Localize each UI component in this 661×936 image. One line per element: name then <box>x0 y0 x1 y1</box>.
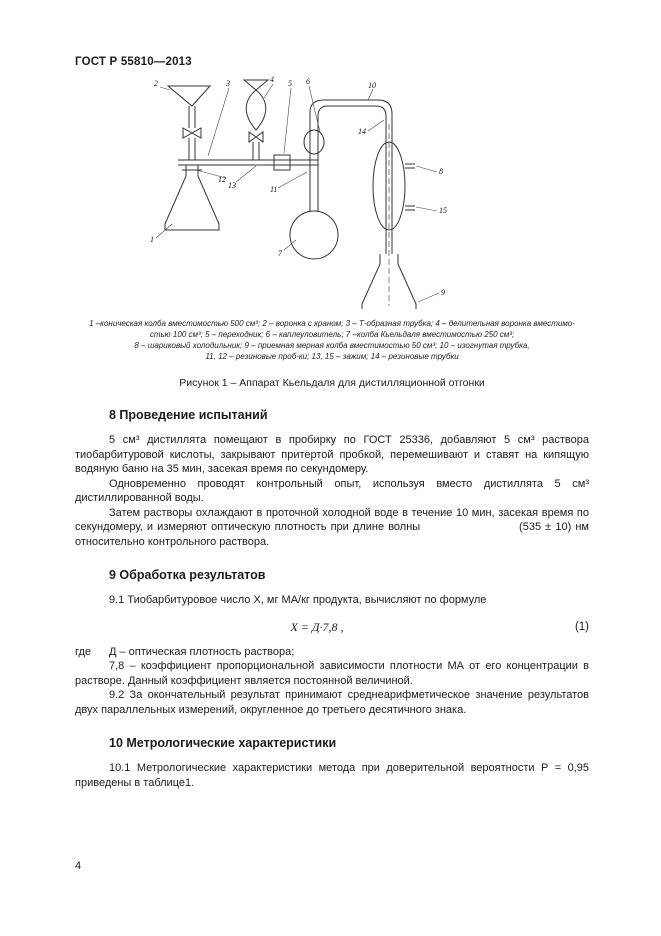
section-8-paragraph-1: 5 см³ дистиллята помещают в пробирку по ГОСТ 25336, добавляют 5 см³ раствора тиобарбитуровой кислоты, закрывают притертой пробкой, перемешивают и ставят на кипящую водяную баню на 35 мин, засекая время по секундомеру. <box>75 434 589 475</box>
formula-number: (1) <box>574 621 589 633</box>
part-label-11: 11 <box>270 185 278 194</box>
part-label-4: 4 <box>270 75 274 84</box>
part-label-6: 6 <box>306 77 310 86</box>
doc-header: ГОСТ Р 55810—2013 <box>75 56 192 68</box>
part-label-14: 14 <box>358 127 366 136</box>
figure-title: Рисунок 1 – Аппарат Кьельдаля для дистилляционной отгонки <box>179 377 485 389</box>
section-9-paragraph-1: 9.1 Тиобарбитуровое число Х, мг МА/кг продукта, вычисляют по формуле <box>109 594 487 606</box>
part-label-8: 8 <box>439 167 443 176</box>
label-leader-lines <box>156 84 439 302</box>
part-label-9: 9 <box>441 288 445 297</box>
section-8-paragraph-2: Одновременно проводят контрольный опыт, используя вместо дистиллята 5 см³ дистиллированной воды. <box>75 477 589 504</box>
apparatus-diagram <box>132 74 532 309</box>
where-line <box>75 645 589 660</box>
where-word: где <box>75 645 92 658</box>
section-8-heading: 8 Проведение испытаний <box>109 408 268 422</box>
funnel-with-tap-shape <box>168 86 210 160</box>
part-label-10: 10 <box>368 81 376 90</box>
part-label-7: 7 <box>278 249 282 258</box>
bent-tube-shape <box>310 100 392 128</box>
figure-caption <box>75 318 589 362</box>
where-definition: Д – оптическая плотность раствора; <box>109 645 295 658</box>
caption-line: 1 –коническая колба вместимостью 500 см³; 2 – воронка с краном; 3 – Т-образная трубка; 4 – делительная воронка вместимо- <box>89 319 575 328</box>
separating-funnel-shape <box>244 80 268 160</box>
part-label-5: 5 <box>288 79 292 88</box>
adapter-shape <box>274 155 290 170</box>
section-9-heading: 9 Обработка результатов <box>109 568 266 582</box>
condenser-shape <box>373 128 415 254</box>
part-label-1: 1 <box>150 235 154 244</box>
kjeldahl-flask-shape <box>290 124 338 259</box>
part-label-3: 3 <box>226 79 230 88</box>
section-10-heading: 10 Метрологические характеристики <box>109 736 337 750</box>
part-label-2: 2 <box>154 79 158 88</box>
formula: Х = Д·7,8 , <box>290 619 344 634</box>
coefficient-definition: 7,8 – коэффициент пропорциональной зависимости плотности МА от его концентрации в растворе. Данный коэффициент является постоянной величиной. <box>75 660 589 687</box>
caption-line: 8 – шариковый холодильник; 9 – приемная мерная колба вместимостью 50 см³; 10 – изогнутая трубка, <box>134 341 530 350</box>
t-tube-shape <box>178 160 318 165</box>
section-8-paragraph-3: Затем растворы охлаждают в проточной холодной воде в течение 10 мин, засекая время по секундомеру, и измеряют оптическую плотность при длине волны (535 ± 10) нм относительно контрольного раствора. <box>75 506 589 548</box>
section-9-paragraph-2: 9.2 За окончательный результат принимают среднеарифметическое значение результатов двух параллельных измерений, округленное до третьего десятичного знака. <box>75 689 589 716</box>
section-10-paragraph-1: 10.1 Метрологические характеристики метода при доверительной вероятности Р = 0,95 приведены в таблице1. <box>75 762 589 789</box>
part-label-13: 13 <box>228 181 236 190</box>
conical-flask-shape <box>165 165 219 230</box>
part-label-15: 15 <box>439 206 447 215</box>
formula-row <box>75 620 589 635</box>
caption-line: 11, 12 – резиновые проб-ки; 13, 15 – зажим; 14 – резиновые трубки <box>205 352 459 361</box>
page-number: 4 <box>75 860 82 872</box>
part-label-12: 12 <box>218 175 226 184</box>
caption-line: стью 100 см³; 5 – переходник; 6 – каплеуловитель; 7 –колба Кьельдаля вместимостью 250 см³; <box>149 330 515 339</box>
figure-apparatus <box>75 74 589 314</box>
